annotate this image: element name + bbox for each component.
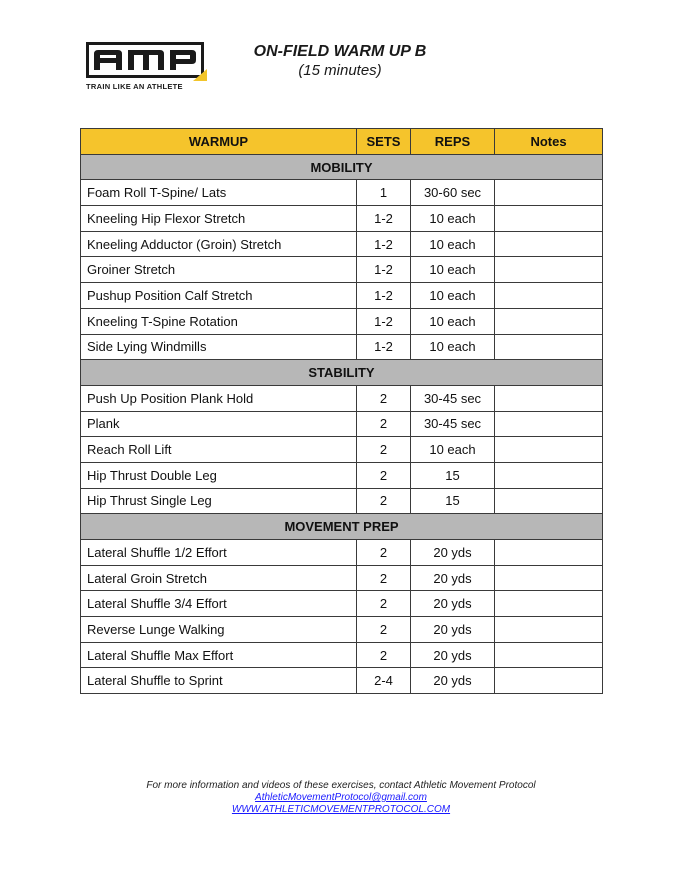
table-row [81,617,603,643]
section-title: MOVEMENT PREP [81,514,603,540]
table-row [81,231,603,257]
exercise-name-cell: Hip Thrust Single Leg [81,488,357,514]
notes-cell[interactable] [495,437,603,463]
sets-cell: 1-2 [357,231,411,257]
exercise-name-cell: Side Lying Windmills [81,334,357,360]
amp-logo [86,42,208,94]
sets-cell: 2 [357,617,411,643]
notes-cell[interactable] [495,180,603,206]
notes-cell[interactable] [495,617,603,643]
sets-cell: 2 [357,385,411,411]
sets-cell: 2 [357,488,411,514]
sets-cell: 2 [357,565,411,591]
reps-cell: 20 yds [411,591,495,617]
exercise-name-cell: Kneeling Hip Flexor Stretch [81,206,357,232]
exercise-name-cell: Lateral Shuffle to Sprint [81,668,357,694]
footer [0,780,682,816]
table-row [81,437,603,463]
reps-cell: 10 each [411,308,495,334]
page-title [220,42,460,80]
title-main: ON-FIELD WARM UP B [253,43,427,60]
section-title: STABILITY [81,360,603,386]
notes-cell[interactable] [495,591,603,617]
exercise-name-cell: Lateral Shuffle Max Effort [81,642,357,668]
table-row [81,308,603,334]
header-reps: REPS [411,129,495,155]
reps-cell: 20 yds [411,668,495,694]
sets-cell: 2 [357,437,411,463]
exercise-name-cell: Foam Roll T-Spine/ Lats [81,180,357,206]
notes-cell[interactable] [495,206,603,232]
exercise-name-cell: Lateral Shuffle 3/4 Effort [81,591,357,617]
notes-cell[interactable] [495,540,603,566]
table-row [81,257,603,283]
notes-cell[interactable] [495,488,603,514]
table-row [81,565,603,591]
table-row [81,180,603,206]
sets-cell: 1-2 [357,283,411,309]
reps-cell: 30-45 sec [411,411,495,437]
section-row [81,514,603,540]
notes-cell[interactable] [495,334,603,360]
sets-cell: 1-2 [357,308,411,334]
exercise-name-cell: Reach Roll Lift [81,437,357,463]
reps-cell: 10 each [411,437,495,463]
exercise-name-cell: Pushup Position Calf Stretch [81,283,357,309]
logo-wordmark-icon [92,48,198,72]
sets-cell: 2 [357,540,411,566]
notes-cell[interactable] [495,462,603,488]
reps-cell: 20 yds [411,642,495,668]
sets-cell: 2 [357,462,411,488]
reps-cell: 10 each [411,283,495,309]
table-row [81,540,603,566]
notes-cell[interactable] [495,283,603,309]
table-body [81,154,603,693]
warmup-table [80,128,603,694]
notes-cell[interactable] [495,257,603,283]
table-row [81,283,603,309]
table-row [81,385,603,411]
reps-cell: 30-45 sec [411,385,495,411]
reps-cell: 15 [411,488,495,514]
header-notes: Notes [495,129,603,155]
section-row [81,154,603,180]
table-row [81,591,603,617]
section-row [81,360,603,386]
reps-cell: 15 [411,462,495,488]
exercise-name-cell: Kneeling T-Spine Rotation [81,308,357,334]
table-row [81,488,603,514]
reps-cell: 10 each [411,257,495,283]
notes-cell[interactable] [495,642,603,668]
sets-cell: 1-2 [357,334,411,360]
sets-cell: 1-2 [357,257,411,283]
exercise-name-cell: Groiner Stretch [81,257,357,283]
reps-cell: 20 yds [411,565,495,591]
logo-accent-shape [193,69,207,81]
table-header-row [81,129,603,155]
sets-cell: 1-2 [357,206,411,232]
exercise-name-cell: Reverse Lunge Walking [81,617,357,643]
sets-cell: 2-4 [357,668,411,694]
footer-info: For more information and videos of these exercises, contact Athletic Movement Protocol [146,780,536,791]
reps-cell: 10 each [411,334,495,360]
table-row [81,642,603,668]
exercise-name-cell: Lateral Shuffle 1/2 Effort [81,540,357,566]
header-sets: SETS [357,129,411,155]
header-warmup: WARMUP [81,129,357,155]
table-row [81,411,603,437]
sets-cell: 2 [357,642,411,668]
table-row [81,462,603,488]
notes-cell[interactable] [495,308,603,334]
reps-cell: 20 yds [411,617,495,643]
notes-cell[interactable] [495,385,603,411]
footer-website-link[interactable]: WWW.ATHLETICMOVEMENTPROTOCOL.COM [231,804,451,815]
reps-cell: 20 yds [411,540,495,566]
exercise-name-cell: Push Up Position Plank Hold [81,385,357,411]
table-row [81,668,603,694]
reps-cell: 30-60 sec [411,180,495,206]
reps-cell: 10 each [411,206,495,232]
title-duration: (15 minutes) [298,62,382,79]
notes-cell[interactable] [495,231,603,257]
exercise-name-cell: Hip Thrust Double Leg [81,462,357,488]
exercise-name-cell: Kneeling Adductor (Groin) Stretch [81,231,357,257]
section-title: MOBILITY [81,154,603,180]
notes-cell[interactable] [495,565,603,591]
notes-cell[interactable] [495,411,603,437]
footer-email-link[interactable]: AthleticMovementProtocol@gmail.com [255,792,427,803]
sets-cell: 2 [357,591,411,617]
table-row [81,206,603,232]
table-row [81,334,603,360]
exercise-name-cell: Lateral Groin Stretch [81,565,357,591]
logo-wordmark-box [86,42,204,78]
sets-cell: 1 [357,180,411,206]
notes-cell[interactable] [495,668,603,694]
logo-tagline: TRAIN LIKE AN ATHLETE [86,82,183,91]
sets-cell: 2 [357,411,411,437]
exercise-name-cell: Plank [81,411,357,437]
reps-cell: 10 each [411,231,495,257]
